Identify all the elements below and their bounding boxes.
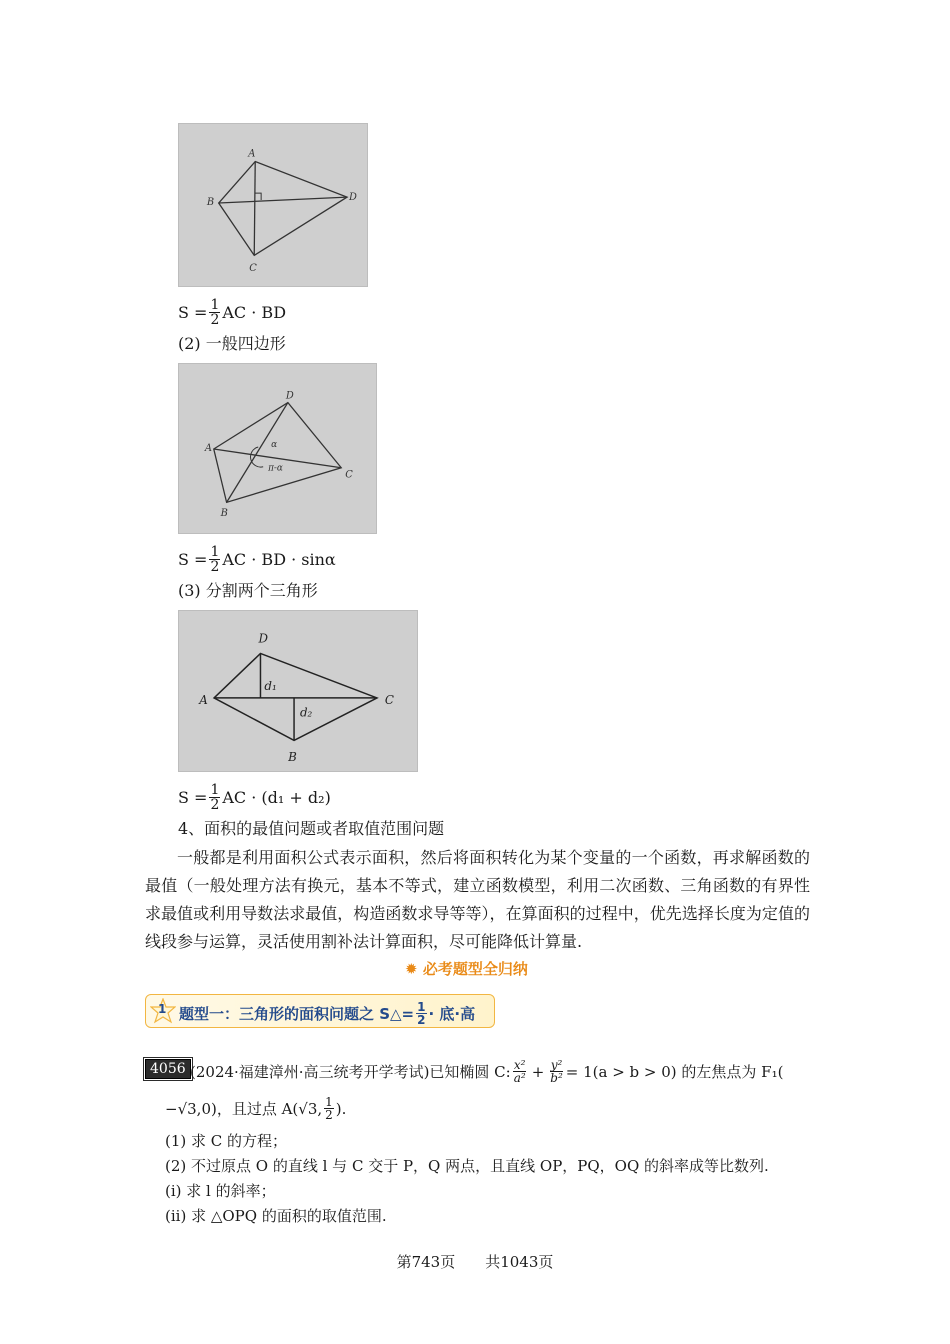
formula-lhs: S = <box>178 302 208 322</box>
kite-label-d: D <box>349 192 357 204</box>
page-footer: 第743页 共1043页 <box>396 1253 554 1271</box>
angle-alpha-label: α <box>271 440 278 451</box>
formula-lhs: S = <box>178 549 208 569</box>
point-4-body: 一般都是利用面积公式表示面积，然后将面积转化为某个变量的一个函数，再求解函数的最值（一般处理方法有换元，基本不等式，建立函数模型，利用二次函数、三角函数的有界性求最值或利用导数法求最值，构造函数求导等等），在算面积的过程中，优先选择长度为定值的线段参与运算，灵活使用割补法计算面积，尽可能降低计算量. <box>145 848 810 951</box>
question-part-2: (2) 不过原点 O 的直线 l 与 C 交于 P，Q 两点，且直线 OP，PQ，OQ 的斜率成等比数列. <box>165 1157 769 1175</box>
gear-icon: ✹ <box>405 960 418 978</box>
formula-rhs: AC · (d₁ + d₂) <box>222 787 331 807</box>
fraction-x2-a2: $\frac{\text{x²}}{\text{a²}}$ <box>513 1058 526 1085</box>
kite-label-a: A <box>248 148 256 160</box>
figure-kite-photo <box>178 123 368 287</box>
question-part-1: (1) 求 C 的方程； <box>165 1132 288 1150</box>
question-part-2-ii: (ii) 求 △OPQ 的面积的取值范围. <box>165 1207 387 1225</box>
case-2-label: (2) 一般四边形 <box>178 334 286 353</box>
question-number: 4056 <box>145 1059 191 1079</box>
split-label-d1: d₁ <box>264 679 277 694</box>
banner-number: 1 <box>158 1002 167 1016</box>
split-triangles-diagram <box>179 611 417 771</box>
kite-diagram <box>179 124 367 286</box>
formula-kite <box>178 298 286 327</box>
case-3-label: (3) 分割两个三角形 <box>178 581 318 600</box>
fraction-half: $\frac{1}{2}$ <box>325 1095 333 1122</box>
angle-pi-minus-alpha-label: π-α <box>268 463 283 474</box>
quadrilateral-diagram <box>179 364 376 533</box>
formula-rhs: AC · BD <box>222 302 287 322</box>
section-title-text: 必考题型全归纳 <box>422 960 528 978</box>
formula-rhs: AC · BD · sinα <box>222 549 336 569</box>
question-part-2-i: (i) 求 l 的斜率； <box>165 1182 276 1200</box>
split-label-d2: d₂ <box>299 705 313 720</box>
fraction-half: $\frac{1}{2}$ <box>210 544 220 575</box>
formula-quadrilateral <box>178 545 336 574</box>
kite-label-b: B <box>206 197 215 208</box>
formula-split <box>178 783 331 812</box>
fraction-half: $\frac{1}{2}$ <box>210 297 220 328</box>
split-label-a: A <box>199 692 208 707</box>
question-line-1: (2024·福建漳州·高三统考开学考试)已知椭圆 C: $\frac{\text{x²}}{\text{a²}}$ + $\frac{\text{y²}}{\text{b²}}$ = 1(a > b > 0) 的左焦点为 F₁( <box>190 1058 784 1085</box>
quad-label-b: B <box>220 508 228 520</box>
banner-fraction: $\frac{1}{2}$ <box>417 1000 426 1027</box>
quad-label-d: D <box>285 390 294 402</box>
split-label-c: C <box>384 692 394 707</box>
section-title <box>405 958 528 979</box>
fraction-y2-b2: $\frac{\text{y²}}{\text{b²}}$ <box>550 1058 563 1085</box>
figure-quadrilateral-photo <box>178 363 377 534</box>
question-line-2: −√3,0)，且过点 A(√3, $\frac{1}{2}$ ). <box>165 1095 347 1122</box>
formula-lhs: S = <box>178 787 208 807</box>
banner-title: 题型一：三角形的面积问题之 S△= $\frac{1}{2}$ · 底·高 <box>179 1000 476 1027</box>
topic-banner <box>145 994 495 1028</box>
fraction-half: $\frac{1}{2}$ <box>210 782 220 813</box>
kite-label-c: C <box>249 263 257 275</box>
quad-label-a: A <box>204 442 213 454</box>
point-4-title: 4、面积的最值问题或者取值范围问题 <box>178 819 445 838</box>
split-label-d: D <box>258 631 268 646</box>
quad-label-c: C <box>345 469 353 481</box>
figure-split-triangles-photo <box>178 610 418 772</box>
split-label-b: B <box>288 750 297 765</box>
